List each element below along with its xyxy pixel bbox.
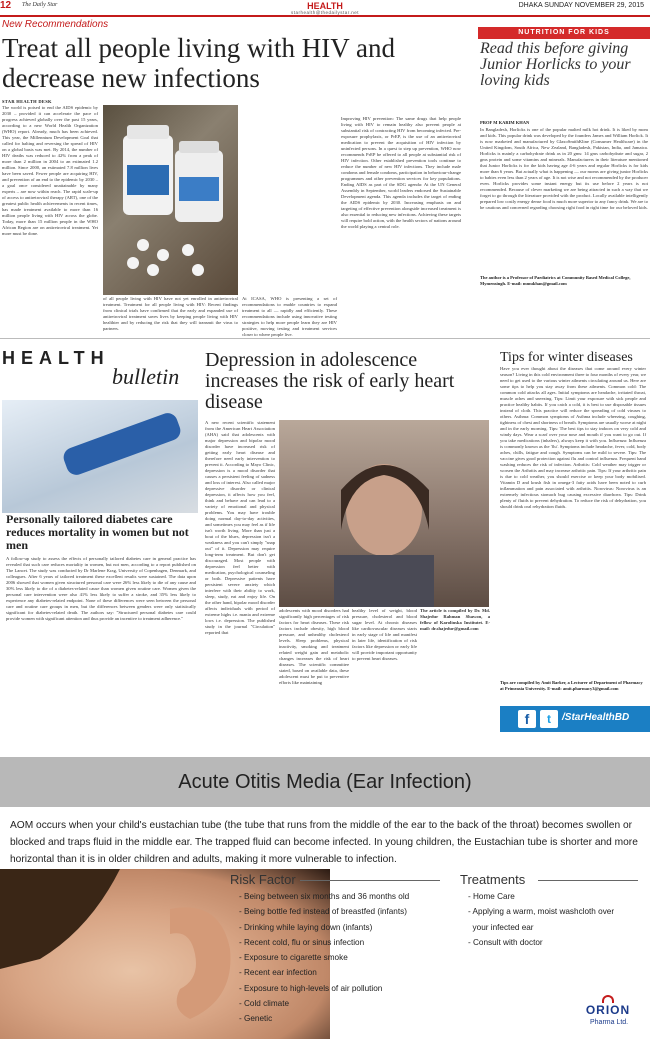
lead-column-1: The world is poised to end the AIDS epidemic by 2030 – provided it can accelerate the pace of progress achieved globally over the past 15 years, according to a new World Health Organization (WHO) report. Already, much has been achieved. This year, the Millennium Development Goal that called for halting and reversing the spread of HIV on a global basis was met. By 2014, the number of HIV deaths was reduced to 42% from a peak of more than 2 million in 2004 to an estimated 1.2 million. Since 2000, an estimated 7.8 million lives have been saved. Fewer people are acquiring HIV, and prevention of an end to the epidemic by 2030 – a goal once considered unattainable by many experts – are now within reach. The rapid scale-up of access to antiretroviral therapy (ART), one of the greatest public health achievements in recent times, has made treatment available to more than 16 million people living with HIV across the globe. Today, more than 15 million people in the WHO African Region are on antiretroviral treatment. Yet more must be done. (2, 105, 98, 236)
lead-headline: Treat all people living with HIV and decrease new infections (2, 33, 395, 93)
insulin-pen-photo (2, 400, 198, 513)
list-item: - Genetic (239, 1014, 273, 1024)
orion-arc-icon (602, 995, 614, 1003)
treatments-list (468, 889, 648, 950)
list-item: your infected ear (468, 922, 534, 932)
depression-column-3: healthy level of weight, blood pressure, cholesterol and blood sugar level. At chronic diseases like cardiovascular diseases starts in early stage of life and manifest in later life, identification of risk factors like depression or early life will provide important opportunity to prevent heart diseases. (352, 608, 417, 661)
page-header (0, 0, 650, 15)
depression-author-note: The article is compiled by Dr. Md. Shajedur Rahman Shawon, a fellow of Karolinska Institutet. E-mail: dr.shajedur@gmail.com (420, 608, 490, 631)
list-item: - Being between six months and 36 months old (239, 892, 410, 901)
nutrition-for-kids-box (478, 27, 650, 296)
depression-headline: Depression in adolescence increases the risk of early heart disease (205, 349, 455, 413)
treatments-heading: Treatments (460, 872, 526, 887)
pill-bottles-illustration (103, 105, 238, 295)
brand-subtitle: Pharma Ltd. (590, 1019, 629, 1026)
risk-factor-list (239, 889, 454, 1027)
list-item: - Recent ear infection (239, 968, 317, 978)
list-item: - Drinking while laying down (infants) (239, 922, 373, 932)
depression-column-1: A new recent scientific statement from the American Heart Association (AHA) said that adolescents with major depression and bipolar mood disorder have increased risk of getting early heart disease and therefore need early intervention to prevent it. According to Mayo Clinic, depression is a mood disorder that causes a persistent feeling of sadness and loss of interest. Also called major depressive disorder or clinical depression, it affects how you feel, think and behave and can lead to a variety of emotional and physical problems. You may have trouble doing normal day-to-day activities, and sometimes you may feel as if life isn't worth living. More than just a bout of the blues, depression isn't a weakness and you can't simply "snap out" of it. Depression may require long-term treatment. But don't get discouraged. Most people with depression feel better with medication, psychological counseling or both. Depressive patients have persistent severe anxiety which interfere with their ability to work, sleep, study, eat and enjoy life. On the other hand, bipolar mood disorder affects individuals with period of extreme highs i.e. mania and extreme lows i.e. depression. The published study in the journal "Circulation" reported that (205, 420, 275, 635)
ad-intro: AOM occurs when your child's eustachian tube (the tube that runs from the middle of the ear to the back of the throat) becomes swollen or blocked and traps fluid in the middle ear. The trapped fluid can become infected. In young children, the Eustachian tube is shorter and more horizontal than it is in older children and adults, making it more vulnerable to infection. (10, 820, 638, 865)
risk-heading-rule (300, 880, 440, 881)
hiv-medication-photo (103, 105, 238, 295)
teenager-photo (279, 420, 489, 607)
risk-factor-heading: Risk Factor (230, 872, 296, 887)
insulin-pen-shape (61, 410, 183, 477)
lead-column-3: At ICASA, WHO is presenting a set of recommendations to enable countries to expand treatment to all — rapidly and efficiently. These recommendations include using innovative testing strategies to help more people learn they are HIV positive, moving testing and treatment services closer to where people live. (242, 296, 337, 337)
nutrition-author-note: The author is a Professor of Paediatrics at Community Based Medical College, Mymensingh. E-mail: mmukhan@gmail.com (480, 275, 631, 286)
section-email: starhealth@thedailystar.net (290, 10, 360, 15)
tips-headline: Tips for winter diseases (500, 350, 633, 365)
section-title: HEALTH (307, 1, 343, 11)
tips-body: Have you ever thought about the diseases that come around every winter season? Living in this cold environment three to four months of every year, we need to get used to the various winter ailments circulating around us. Here are some tips to help you stay away from these ailments. Common cold: The common cold attacks all ages. Initial symptoms are headache, irritated throat, muscle aches and sneezing. Tips: Limit your exposure with sick people and practice healthy habits. If you catch a cold, it is best to use disposable tissues instead of cloth. This practice will reduce the spreading of cold viruses to others. Asthma: Common symptoms of Asthma include wheezing, coughing, tightness of chest and shortness of breath. Symptoms are usually worse at night and in the early morning. Tips: The best tips to stay indoors on very cold and windy days. Wear a scarf over your nose and mouth if you want to go out. If you take medications (inhalers), always keep it with you. Influenza: Influenza is commonly known as the 'flu'. Symptoms include headache, fever, cold, body aches, chills, fatigue and cough. Symptoms can be mild to severe. Tips: The vaccine gives good protection against flu and control influenza. Frequent hand washing reduces the risk of infection. Arthritis: Cold weather may trigger or worsen the Arthritis and may increase arthritic pain. Tips: If your arthritic pain is due to cold weather, you should exercise or keep your body mobilised. Vitamin D and krush fish in omega-3 fatty acids have been noted to curb inflammation and pain associated with arthritis. Norovirus: Norovirus is an extremely infectious stomach bug causing excessive diarrhoea. Tips: Drink plenty of fluids to prevent dehydration. To reduce the risk of dehydration, you should drink oral rehydration fluids. (500, 366, 646, 509)
list-item: - Being bottle fed instead of breastfed (infants) (239, 907, 407, 917)
list-item: - Consult with doctor (468, 937, 543, 947)
dateline: DHAKA SUNDAY NOVEMBER 29, 2015 (518, 2, 644, 9)
bulletin-body: A follow-up study to assess the effects of personally tailored diabetes care in general practice has revealed that such care reduces mortality in women, but not men, according to a report published on The Lancet. The study was conducted by Dr Marlene Krag, University of Copenhagen, Denmark, and colleagues. After 6 years of tailored treatment these excellent results were sustained. The data upon 2006 showed that women given structured personal care were 26% less likely to die of any cause and 30% less likely to die of a diabetes-related cause than women given routine care. Women given the personal care intervention were also 41% less likely to suffer a stroke, and 35% less likely to experience any diabetes-related endpoint. None of these differences were seen between the personal care and routine care groups in men, but the differences between genders were only statistically significant for diabetes-related death. The authors say: "Structured personal diabetes care could provide women with significant attention and thus provide an incentive to treatment adherence." (6, 556, 196, 621)
nutrition-byline: PROF M KARIM KHAN (480, 120, 530, 125)
otitis-advertisement (0, 757, 650, 1039)
sad-teen-illustration (279, 420, 489, 607)
lead-byline: STAR HEALTH DESK (2, 99, 52, 104)
twitter-icon[interactable]: t (540, 710, 558, 728)
list-item: - Exposure to cigarette smoke (239, 953, 348, 963)
section-divider (0, 338, 650, 339)
bulletin-logo-sub: bulletin (112, 364, 180, 389)
header-rule (0, 15, 650, 17)
list-item: - Exposure to high-levels of air pollution (239, 983, 383, 993)
list-item: - Recent cold, flu or sinus infection (239, 937, 365, 947)
health-bulletin-logo (2, 348, 198, 398)
nutrition-body: In Bangladesh, Horlicks is one of the popular malted milk hot drink. It is liked by mom and kids. This popular drink was developed by the founders James and William Horlick. It is now marketed and manufactured by GlaxoSmithKline (Consumer Healthcare) in the United Kingdom, South Africa, New Zealand, Bangladesh, Pakistan, India, and Jamaica. Horlicks is mainly a carbohydrate drink as in 20 gms: 14 gms carbohydrate and sugar, 2 gms protein and some vitamins and minerals. Manufacturers in their literature mentioned that Junior Horlicks is for the kids having age 4-6 years and regular Horlicks is for kids more than 6 years. But actually what is happening — our moms are giving junior Horlicks to babies even less than 2 years of age. It is not wise and not recommended by the producer even. Horlicks provides some instant energy but its use before 2 years is not recommended. Because of clever marketing we are being attracted in such a way that we forget to go through the literature provided with the product. Locally available intelligently prepared low costly energy dense food is much more superior to any fancy drink. We are to be cautious and concerned regarding choosing right food in right time for our beloved kids. (480, 127, 649, 210)
nutrition-label: NUTRITION FOR KIDS (478, 27, 650, 39)
list-item: - Home Care (468, 892, 515, 901)
bulletin-headline: Personally tailored diabetes care reduces mortality in women but not men (6, 512, 189, 552)
ad-title: Acute Otitis Media (Ear Infection) (0, 757, 650, 807)
brand-name: ORION (585, 1003, 631, 1017)
lead-kicker: New Recommendations (2, 19, 109, 30)
page-number: 12 (0, 0, 12, 11)
lead-column-4: Improving HIV prevention: The same drugs that help people living with HIV to remain healthy also prevent people at substantial risk of contracting HIV from becoming infected. Pre-exposure prophylaxis, or PrEP, is the use of an antiretroviral medication to prevent the acquisition of HIV infection by uninfected persons. In a quest to step up prevention, WHO now recommends PrEP be offered to all people at substantial risk of HIV infection. Other established prevention tools continue to reduce the number of new HIV infections. They include male condoms and female condoms, participation in behaviour-change programmes and other prevention services for key populations. Ending AIDS as part of the SDG agenda: At the UN General Assembly in September, world leaders endorsed the Sustainable Development agenda. This agenda includes the target of ending the AIDS epidemic by 2030. Increasing emphasis on and targeting of effective prevention alongside increased treatment is also essential to reducing new infections. Achieving these targets will require bold action, with the health sectors of nations around the world playing a central role. (341, 116, 461, 229)
masthead: The Daily Star (22, 2, 58, 8)
list-item: - Applying a warm, moist washcloth over (468, 907, 615, 917)
orion-logo (570, 995, 646, 1039)
depression-column-2: adolescents with mood disorders had significantly high percentages of risk factors for heart diseases. These risk factors include obesity, high blood pressure, and unhealthy cholesterol levels. Sleep problems, physical inactivity, smoking and treatment related weight gain and metabolic changes increases the risk of heart diseases. The scientific committee stated, based on available data, these adolescent must be put to preventive efforts like maintaining (279, 608, 349, 685)
nutrition-title: Read this before giving Junior Horlicks to your loving kids (480, 40, 631, 89)
social-banner[interactable] (500, 706, 650, 732)
bulletin-logo-main: HEALTH (2, 348, 110, 368)
facebook-icon[interactable]: f (518, 710, 536, 728)
tips-author-note: Tips are compiled by Amit Barker, a Lecturer of Department of Pharmacy at Primeasia University. E-mail: amit.pharmacy3@gmail.com (500, 680, 643, 691)
lead-column-2: of all people living with HIV have not yet enrolled in antiretroviral treatment. Treatment for all people living with HIV: Recent findings from clinical trials have confirmed that the early and expanded use of antiretroviral treatment saves lives by keeping people living with HIV healthier and by reducing the risk that they will transmit the virus to partners. (103, 296, 238, 331)
social-handle[interactable]: /StarHealthBD (562, 712, 630, 723)
list-item: - Cold climate (239, 999, 290, 1009)
treatments-heading-rule (538, 880, 638, 881)
